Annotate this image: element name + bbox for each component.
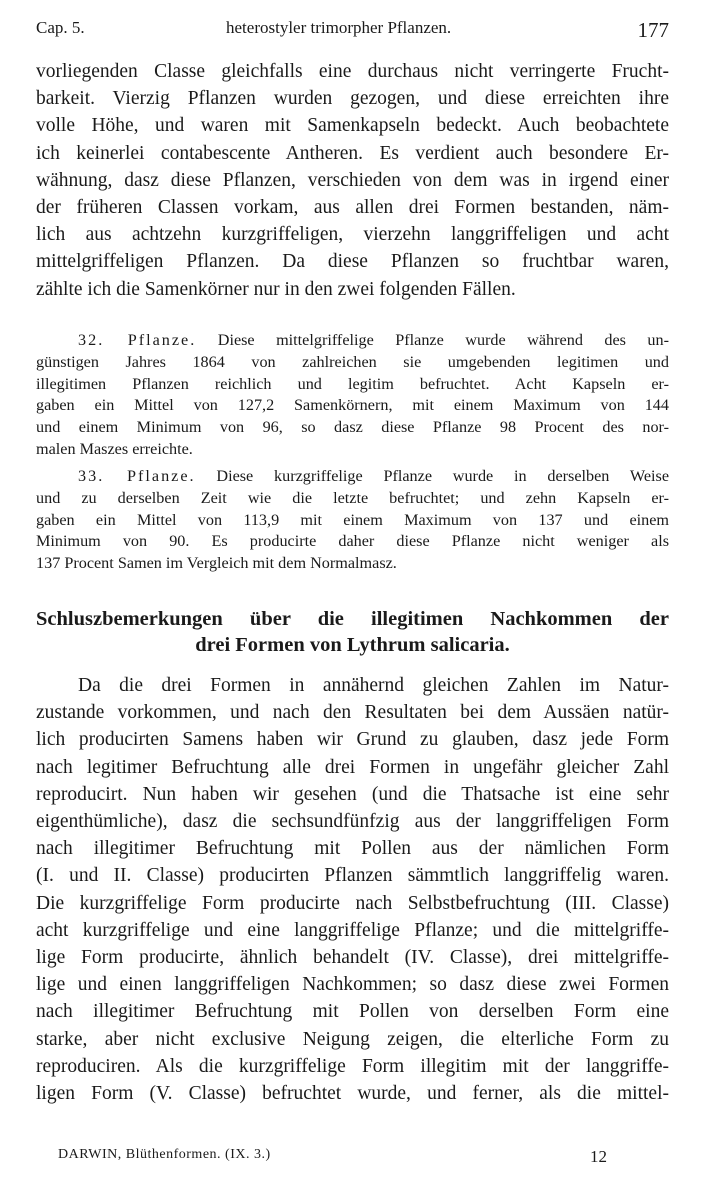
plant-32-note	[36, 330, 669, 461]
text-line: illegitimen Pflanzen reichlich und legitim befruchtet. Acht Kapseln er-	[36, 374, 669, 393]
text-line: mittelgriffeligen Pflanzen. Da diese Pflanzen so fruchtbar waren,	[36, 251, 669, 273]
text-line: Die kurzgriffelige Form producirte nach Selbstbefruchtung (III. Classe)	[36, 892, 669, 914]
book-page	[36, 0, 669, 1200]
running-head	[36, 18, 669, 46]
text-line: volle Höhe, und waren mit Samenkapseln bedeckt. Auch beobachtete	[36, 115, 669, 137]
page-number: 177	[637, 18, 669, 42]
text-line: vorliegenden Classe gleichfalls eine durchaus nicht verringerte Frucht-	[36, 61, 669, 82]
printer-signature: DARWIN, Blüthenformen. (IX. 3.)	[58, 1147, 271, 1162]
text-line: Da die drei Formen in annähernd gleichen Zahlen im Natur-	[78, 675, 669, 696]
plant-32-label: 32. Pflanze.	[78, 331, 197, 349]
text-line: gaben ein Mittel von 113,9 mit einem Maximum von 137 und einem	[36, 510, 669, 529]
section-heading-line: Schluszbemerkungen über die illegitimen Nachkommen der	[36, 608, 669, 630]
text-line: der früheren Classen vorkam, aus allen drei Formen bestanden, näm-	[36, 197, 669, 219]
text-line: gaben ein Mittel von 127,2 Samenkörnern, mit einem Maximum von 144	[36, 396, 669, 415]
text-line: lich producirten Samens haben wir Grund zu glauben, dasz jede Form	[36, 729, 669, 751]
running-title: heterostyler trimorpher Pflanzen.	[226, 18, 452, 37]
text-line: günstigen Jahres 1864 von zahlreichen sie umgebenden legitimen und	[36, 352, 669, 371]
text-line: lige und einen langgriffeligen Nachkommen; so dasz diese zwei Formen	[36, 974, 669, 996]
chapter-label: Cap. 5.	[36, 18, 85, 37]
text-line: reproduciren. Als die kurzgriffelige Form illegitim mit der langgriffe-	[36, 1055, 669, 1077]
plant-33-note	[36, 466, 669, 575]
text-line: nach legitimer Befruchtung alle drei Formen in ungefähr gleicher Zahl	[36, 756, 669, 778]
text-line: lich aus achtzehn kurzgriffeligen, vierzehn langgriffeligen und acht	[36, 224, 669, 246]
text-line: zählte ich die Samenkörner nur in den zwei folgenden Fällen.	[36, 278, 516, 300]
section-heading	[36, 606, 669, 658]
text-line: und zu derselben Zeit wie die letzte befruchtet; und zehn Kapseln er-	[36, 488, 669, 507]
text-line: wähnung, dasz diese Pflanzen, verschieden von dem was in irgend einer	[36, 169, 669, 191]
text-line: (I. und II. Classe) producirten Pflanzen sämmtlich langgriffelig waren.	[36, 865, 669, 887]
text-line: nach illegitimer Befruchtung mit Pollen von derselben Form eine	[36, 1001, 669, 1023]
text-fragment: Diese mittelgriffelige Pflanze wurde während des un-	[217, 331, 669, 349]
text-line: Minimum von 90. Es producirte daher diese Pflanze nicht weniger als	[36, 532, 669, 551]
text-line	[36, 466, 669, 488]
text-line	[36, 330, 669, 352]
text-line: lige Form producirte, ähnlich behandelt (IV. Classe), drei mittelgriffe-	[36, 947, 669, 969]
page-footer	[58, 1147, 669, 1171]
text-fragment: Diese kurzgriffelige Pflanze wurde in derselben Weise	[216, 467, 670, 485]
text-line: starke, aber nicht exclusive Neigung zeigen, die elterliche Form zu	[36, 1028, 669, 1050]
text-line: barkeit. Vierzig Pflanzen wurden gezogen, und diese erreichten ihre	[36, 88, 669, 110]
paragraph-continuation	[36, 58, 669, 303]
text-line: und einem Minimum von 96, so dasz diese Pflanze 98 Procent des nor-	[36, 418, 669, 437]
paragraph-main	[36, 672, 669, 1107]
text-line: 137 Procent Samen im Vergleich mit dem Normalmasz.	[36, 554, 397, 573]
text-line: zustande vorkommen, und nach den Resultaten bei dem Aussäen natür-	[36, 702, 669, 724]
section-heading-line: drei Formen von Lythrum salicaria.	[195, 634, 510, 656]
text-line: ich keinerlei contabescente Antheren. Es verdient auch besondere Er-	[36, 142, 669, 164]
text-line: reproducirt. Nun haben wir gesehen (und die Thatsache ist eine sehr	[36, 783, 669, 805]
text-line: ligen Form (V. Classe) befruchtet wurde, und ferner, als die mittel-	[36, 1083, 669, 1105]
sheet-number: 12	[590, 1147, 607, 1166]
text-line: malen Maszes erreichte.	[36, 439, 193, 458]
text-line: acht kurzgriffelige und eine langgriffelige Pflanze; und die mittelgriffe-	[36, 919, 669, 941]
text-line: nach illegitimer Befruchtung mit Pollen aus der nämlichen Form	[36, 838, 669, 860]
text-line: eigenthümliche), dasz die sechsundfünfzig aus der langgriffeligen Form	[36, 811, 669, 833]
plant-33-label: 33. Pflanze.	[78, 467, 196, 485]
